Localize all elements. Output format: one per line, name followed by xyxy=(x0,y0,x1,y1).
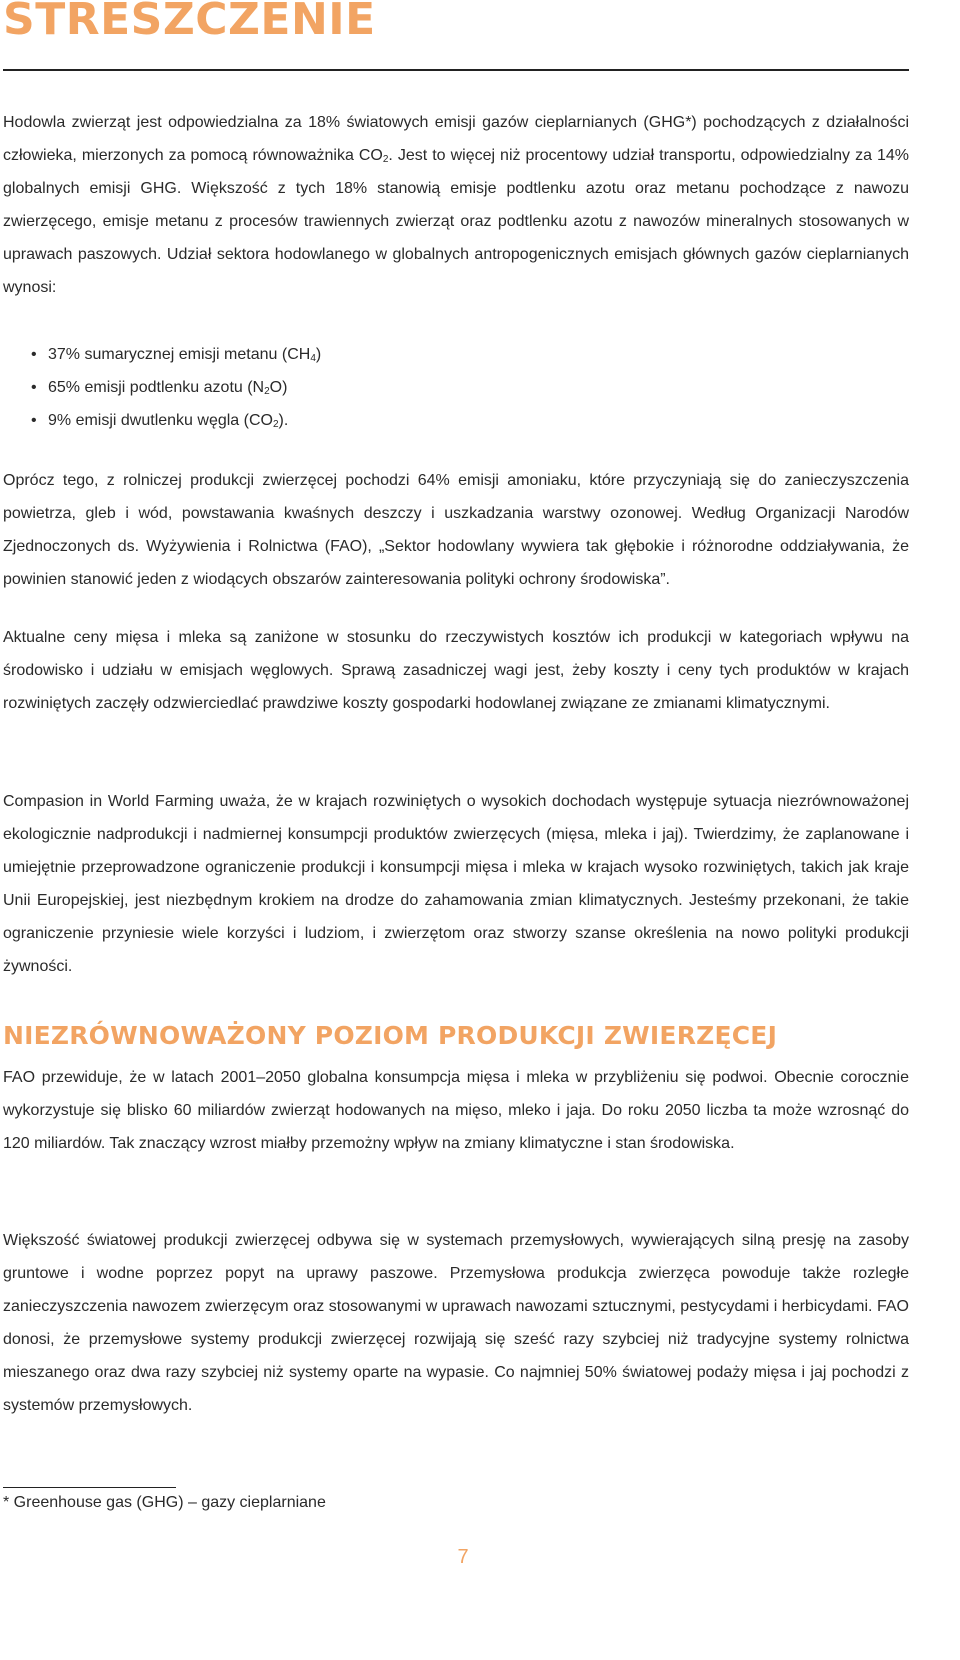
list-item-subscript: 4 xyxy=(310,353,316,364)
list-item-subscript: 2 xyxy=(264,386,270,397)
list-item-text-end: O) xyxy=(269,379,288,396)
paragraph-ammonia: Oprócz tego, z rolniczej produkcji zwierzęcej pochodzi 64% emisji amoniaku, które przyczyniają się do zanieczyszczenia powietrza, gleb i wód, powstawania kwaśnych deszczy i uszkadzania warstwy ozonowej. Według Organizacji Narodów Zjednoczonych ds. Wyżywienia i Rolnictwa (FAO), „Sektor hodowlany wywiera tak głębokie i różnorodne oddziaływania, że powinien stanowić jeden z wiodących obszarów zainteresowania polityki ochrony środowiska”. xyxy=(3,472,909,588)
intro-paragraph xyxy=(3,106,909,304)
page-number: 7 xyxy=(457,1546,469,1568)
intro-subscript: 2 xyxy=(382,154,389,165)
paragraph-industrial-systems: Większość światowej produkcji zwierzęcej odbywa się w systemach przemysłowych, wywierających silną presję na zasoby gruntowe i wodne poprzez popyt na uprawy paszowe. Przemysłowa produkcja zwierzęca powoduje także rozległe zanieczyszczenia nawozem zwierzęcym oraz stosowanymi w uprawach nawozami sztucznymi, pestycydami i herbicydami. FAO donosi, że przemysłowe systemy produkcji zwierzęcej rozwijają się sześć razy szybciej niż tradycyjne systemy rolnictwa mieszanego oraz dwa razy szybciej niż systemy oparte na wypasie. Co najmniej 50% światowej podaży mięsa i jaj pochodzi z systemów przemysłowych. xyxy=(3,1232,909,1414)
page-title: STRESZCZENIE xyxy=(3,0,376,45)
list-item-text: 9% emisji dwutlenku węgla (CO xyxy=(48,412,273,429)
list-item xyxy=(3,371,603,404)
list-item-text-end: ) xyxy=(315,346,322,363)
list-item-text: 37% sumarycznej emisji metanu (CH xyxy=(48,346,311,363)
list-item-text: 65% emisji podtlenku azotu (N xyxy=(48,379,265,396)
bullet-marker: • xyxy=(31,412,37,429)
section-heading: NIEZRÓWNOWAŻONY POZIOM PRODUKCJI ZWIERZĘCEJ xyxy=(3,1021,778,1050)
list-item xyxy=(3,338,603,371)
bullet-marker: • xyxy=(31,346,37,363)
footnote: * Greenhouse gas (GHG) – gazy cieplarniane xyxy=(3,1494,326,1511)
paragraph-ciwf: Compasion in World Farming uważa, że w krajach rozwiniętych o wysokich dochodach występuje sytuacja niezrównoważonej ekologicznie nadprodukcji i nadmiernej konsumpcji produktów zwierzęcych (mięsa, mleka i jaj). Twierdzimy, że zaplanowane i umiejętnie przeprowadzone ograniczenie produkcji i konsumpcji mięsa i mleka w krajach wysoko rozwiniętych, takich jak kraje Unii Europejskiej, jest niezbędnym krokiem na drodze do zahamowania zmian klimatycznych. Jesteśmy przekonani, że takie ograniczenie przyniesie wiele korzyści i ludziom, i zwierzętom oraz stworzy szanse określenia na nowo polityki produkcji żywności. xyxy=(3,793,909,975)
title-divider xyxy=(3,69,909,71)
list-item xyxy=(3,404,603,437)
bullet-marker: • xyxy=(31,379,37,396)
paragraph-fao-forecast: FAO przewiduje, że w latach 2001–2050 globalna konsumpcja mięsa i mleka w przybliżeniu się podwoi. Obecnie corocznie wykorzystuje się blisko 60 miliardów zwierząt hodowanych na mięso, mleko i jaja. Do roku 2050 liczba ta może wzrosnąć do 120 miliardów. Tak znaczący wzrost miałby przemożny wpływ na zmiany klimatyczne i stan środowiska. xyxy=(3,1069,909,1152)
list-item-text-end: ). xyxy=(278,412,289,429)
list-item-subscript: 2 xyxy=(272,419,279,430)
emissions-list xyxy=(3,338,603,437)
intro-text-1: Hodowla zwierząt jest odpowiedzialna za 18% światowych emisji gazów cieplarnianych (GHG*) pochodzących z działalności człowieka, mierzonych za pomocą równoważnika CO xyxy=(3,114,909,164)
intro-text-2: . Jest to więcej niż procentowy udział transportu, odpowiedzialny za 14% globalnych emisji GHG. Większość z tych 18% stanowią emisje podtlenku azotu oraz metanu pochodzące z nawozu zwierzęcego, emisje metanu z procesów trawiennych zwierząt oraz podtlenku azotu z nawozów mineralnych stosowanych w uprawach paszowych. Udział sektora hodowlanego w globalnych antropogenicznych emisjach głównych gazów cieplarnianych wynosi: xyxy=(3,147,909,296)
paragraph-prices: Aktualne ceny mięsa i mleka są zaniżone w stosunku do rzeczywistych kosztów ich produkcji w kategoriach wpływu na środowisko i udziału w emisjach węglowych. Sprawą zasadniczej wagi jest, żeby koszty i ceny tych produktów w krajach rozwiniętych zaczęły odzwierciedlać prawdziwe koszty gospodarki hodowlanej związane ze zmianami klimatycznymi. xyxy=(3,629,909,712)
